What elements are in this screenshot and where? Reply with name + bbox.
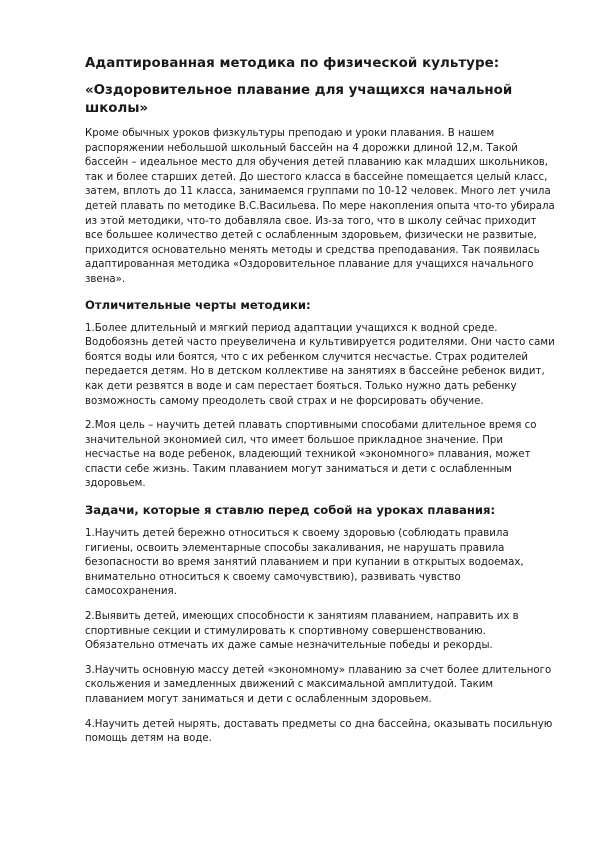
task-paragraph-2: 2.Выявить детей, имеющих способности к занятиям плаванием, направить их в спортивные секции и стимулировать к спортивному совершенствованию. Обязательно отмечать их даже самые незначительные победы и рекорды. [85,611,519,652]
document-page [85,55,555,757]
task-paragraph-1: 1.Научить детей бережно относиться к своему здоровью (соблюдать правила гигиены, освоить элементарные способы закаливания, не нарушать правила безопасности во время занятий плаванием и при купании в открытых водоемах, внимательно относиться к своему самочувствию), развивать чувство самосохранения. [85,528,524,598]
document-title: Адаптированная методика по физической культуре: [85,56,500,71]
intro-paragraph: Кроме обычных уроков физкультуры преподаю и уроки плавания. В нашем распоряжении небольшой школьный бассейн на 4 дорожки длиной 12,м. Такой бассейн – идеальное место для обучения детей плаванию как младших школьников, так и более старших детей. До шестого класса в бассейне помещается целый класс, затем, вплоть до 11 класса, занимаемся группами по 10-12 человек. Много лет учила детей плавать по методике В.С.Васильева. По мере накопления опыта что-то убирала из этой методики, что-то добавляла свое. Из-за того, что в школу сейчас приходит все большее количество детей с ослабленным здоровьем, физически не развитые, приходится основательно менять методы и средства преподавания. Так появилась адаптированная методика «Оздоровительное плавание для учащихся начального звена». [85,128,555,285]
features-heading: Отличительные черты методики: [85,297,311,312]
feature-paragraph-1: 1.Более длительный и мягкий период адаптации учащихся к водной среде. Водобоязнь детей часто преувеличена и культивируется родителями. Они часто сами боятся воды или боятся, что с их ребенком случится несчастье. Страх родителей передается детям. Но в детском коллективе на занятиях в бассейне ребенок видит, как дети резвятся в воде и сам перестает бояться. Только нужно дать ребенку возможность самому преодолеть свой страх и не форсировать обучение. [85,322,555,407]
document-subtitle: «Оздоровительное плавание для учащихся начальной школы» [85,83,513,116]
tasks-heading: Задачи, которые я ставлю перед собой на уроках плавания: [85,503,496,518]
task-paragraph-4: 4.Научить детей нырять, доставать предметы со дна бассейна, оказывать посильную помощь детям на воде. [85,718,553,745]
task-paragraph-3: 3.Научить основную массу детей «экономному» плаванию за счет более длительного скольжения и замедленных движений с максимальной амплитудой. Таким плаванием могут заниматься и дети с ослабленным здоровьем. [85,664,552,705]
feature-paragraph-2: 2.Моя цель – научить детей плавать спортивными способами длительное время со значительной экономией сил, что имеет большое прикладное значение. При несчастье на воде ребенок, владеющий техникой «экономного» плавания, может спасти себе жизнь. Таким плаванием могут заниматься и дети с ослабленным здоровьем. [85,420,537,490]
